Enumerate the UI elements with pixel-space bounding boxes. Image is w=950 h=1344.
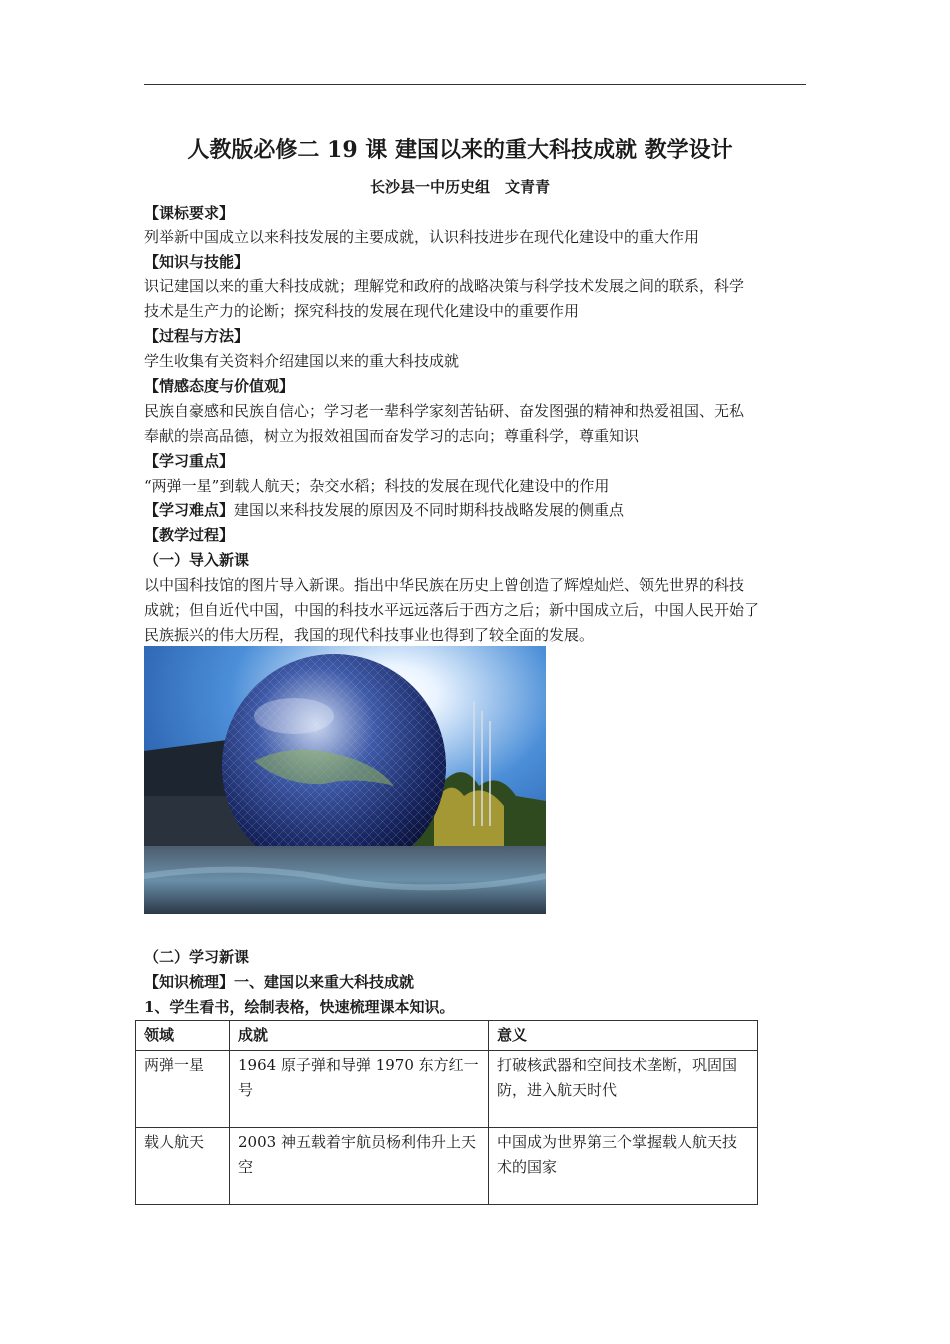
achievements-table bbox=[135, 1020, 758, 1205]
table-cell-achievement: 2003 神五载着宇航员杨利伟升上天空 bbox=[230, 1128, 489, 1205]
text-knowledge-2: 技术是生产力的论断；探究科技的发展在现代化建设中的重要作用 bbox=[144, 302, 580, 320]
heading-difficult-points: 【学习难点】 bbox=[144, 501, 235, 519]
document-author: 长沙县一中历史组 文青青 bbox=[369, 178, 550, 196]
text-key-points: “两弹一星”到载人航天；杂交水稻；科技的发展在现代化建设中的作用 bbox=[144, 477, 610, 495]
heading-knowledge: 【知识与技能】 bbox=[144, 253, 250, 271]
heading-intro: （一）导入新课 bbox=[144, 551, 250, 569]
science-museum-photo bbox=[144, 646, 546, 914]
table-row bbox=[136, 1051, 758, 1128]
text-intro-1: 以中国科技馆的图片导入新课。指出中华民族在历史上曾创造了辉煌灿烂、领先世界的科技 bbox=[144, 576, 745, 594]
table-cell-meaning: 中国成为世界第三个掌握载人航天技术的国家 bbox=[489, 1128, 758, 1205]
heading-step-1: 1、学生看书，绘制表格，快速梳理课本知识。 bbox=[144, 998, 455, 1016]
table-header-field: 领域 bbox=[136, 1021, 230, 1051]
document-title: 人教版必修二 19 课 建国以来的重大科技成就 教学设计 bbox=[187, 137, 733, 163]
table-header-achievement: 成就 bbox=[230, 1021, 489, 1051]
text-emotion-1: 民族自豪感和民族自信心；学习老一辈科学家刻苦钻研、奋发图强的精神和热爱祖国、无私 bbox=[144, 402, 745, 420]
header-rule bbox=[144, 84, 806, 85]
table-cell-field: 两弹一星 bbox=[136, 1051, 230, 1128]
difficult-points-line bbox=[144, 498, 808, 522]
knowledge-sort-line bbox=[144, 970, 808, 994]
heading-emotion: 【情感态度与价值观】 bbox=[144, 377, 295, 395]
text-intro-2: 成就；但自近代中国，中国的科技水平远远落后于西方之后；新中国成立后，中国人民开始了 bbox=[144, 601, 760, 619]
table-cell-meaning: 打破核武器和空间技术垄断，巩固国防，进入航天时代 bbox=[489, 1051, 758, 1128]
text-process: 学生收集有关资料介绍建国以来的重大科技成就 bbox=[144, 352, 460, 370]
heading-process: 【过程与方法】 bbox=[144, 327, 250, 345]
table-header-row bbox=[136, 1021, 758, 1051]
table-header-meaning: 意义 bbox=[489, 1021, 758, 1051]
table-cell-field: 载人航天 bbox=[136, 1128, 230, 1205]
heading-key-points: 【学习重点】 bbox=[144, 452, 235, 470]
table-cell-achievement: 1964 原子弹和导弹 1970 东方红一号 bbox=[230, 1051, 489, 1128]
heading-achievements: 一、建国以来重大科技成就 bbox=[234, 973, 415, 991]
heading-curriculum: 【课标要求】 bbox=[144, 204, 235, 222]
text-knowledge-1: 识记建国以来的重大科技成就；理解党和政府的战略决策与科学技术发展之间的联系，科学 bbox=[144, 277, 745, 295]
text-difficult-points: 建国以来科技发展的原因及不同时期科技战略发展的侧重点 bbox=[234, 501, 625, 519]
table-row bbox=[136, 1128, 758, 1205]
heading-teaching-process: 【教学过程】 bbox=[144, 526, 235, 544]
heading-new-lesson: （二）学习新课 bbox=[144, 948, 250, 966]
heading-knowledge-sort: 【知识梳理】 bbox=[144, 973, 235, 991]
text-intro-3: 民族振兴的伟大历程，我国的现代科技事业也得到了较全面的发展。 bbox=[144, 626, 595, 644]
text-emotion-2: 奉献的崇高品德，树立为报效祖国而奋发学习的志向；尊重科学，尊重知识 bbox=[144, 427, 640, 445]
text-curriculum: 列举新中国成立以来科技发展的主要成就，认识科技进步在现代化建设中的重大作用 bbox=[144, 228, 700, 246]
